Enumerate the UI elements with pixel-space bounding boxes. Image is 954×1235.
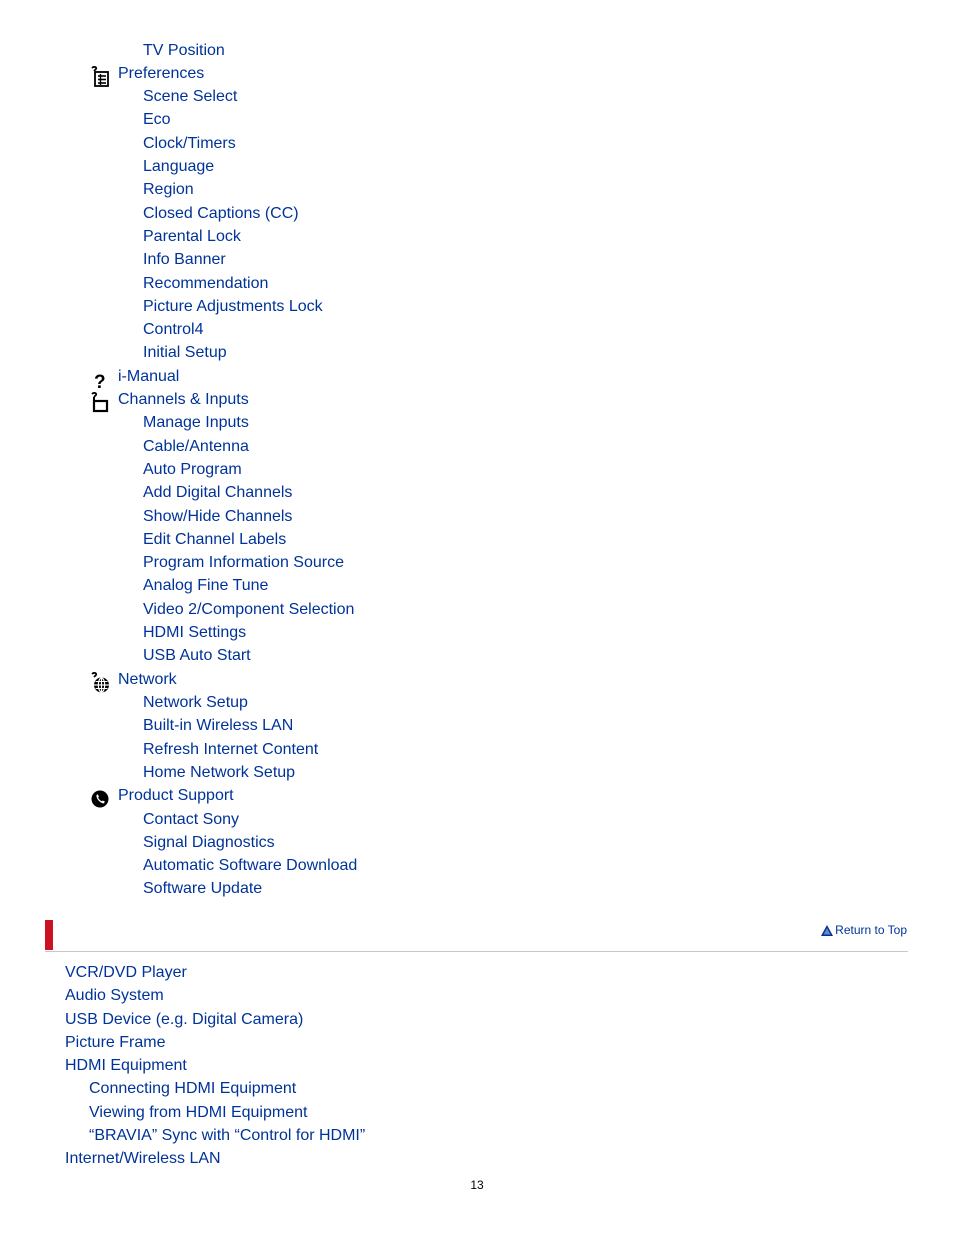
link-info-banner[interactable]: Info Banner [143, 251, 226, 268]
link-automatic-software-download[interactable]: Automatic Software Download [143, 857, 358, 874]
link-add-digital-channels[interactable]: Add Digital Channels [143, 484, 293, 501]
link-picture-adjustments-lock[interactable]: Picture Adjustments Lock [143, 298, 323, 315]
link-connecting-hdmi-equipment[interactable]: Connecting HDMI Equipment [89, 1080, 297, 1097]
link-usb-device[interactable]: USB Device (e.g. Digital Camera) [65, 1011, 304, 1028]
link-refresh-internet-content[interactable]: Refresh Internet Content [143, 741, 319, 758]
link-initial-setup[interactable]: Initial Setup [143, 344, 227, 361]
link-control4[interactable]: Control4 [143, 321, 204, 338]
link-clock-timers[interactable]: Clock/Timers [143, 135, 236, 152]
link-edit-channel-labels[interactable]: Edit Channel Labels [143, 531, 287, 548]
link-picture-frame[interactable]: Picture Frame [65, 1034, 166, 1051]
link-cable-antenna[interactable]: Cable/Antenna [143, 438, 249, 455]
link-signal-diagnostics[interactable]: Signal Diagnostics [143, 834, 275, 851]
network-globe-icon [89, 672, 111, 694]
link-tv-position[interactable]: TV Position [143, 42, 225, 59]
link-region[interactable]: Region [143, 181, 194, 198]
link-viewing-from-hdmi-equipment[interactable]: Viewing from HDMI Equipment [89, 1104, 308, 1121]
link-channels-inputs[interactable]: Channels & Inputs [118, 391, 249, 408]
link-parental-lock[interactable]: Parental Lock [143, 228, 241, 245]
svg-text:?: ? [94, 372, 106, 391]
section-divider [45, 951, 908, 952]
link-program-information-source[interactable]: Program Information Source [143, 554, 344, 571]
link-internet-wireless-lan[interactable]: Internet/Wireless LAN [65, 1150, 221, 1167]
link-network-setup[interactable]: Network Setup [143, 694, 248, 711]
link-manage-inputs[interactable]: Manage Inputs [143, 414, 249, 431]
link-network[interactable]: Network [118, 671, 177, 688]
link-software-update[interactable]: Software Update [143, 880, 263, 897]
return-to-top-link[interactable] [821, 922, 907, 938]
link-closed-captions[interactable]: Closed Captions (CC) [143, 205, 299, 222]
phone-icon [89, 788, 111, 810]
link-video2-component-selection[interactable]: Video 2/Component Selection [143, 601, 355, 618]
link-built-in-wireless-lan[interactable]: Built-in Wireless LAN [143, 717, 294, 734]
link-eco[interactable]: Eco [143, 111, 171, 128]
link-analog-fine-tune[interactable]: Analog Fine Tune [143, 577, 269, 594]
preferences-icon [89, 66, 111, 88]
link-vcr-dvd-player[interactable]: VCR/DVD Player [65, 964, 187, 981]
return-to-top-label[interactable]: Return to Top [835, 923, 907, 937]
section-accent-bar [45, 920, 53, 950]
link-home-network-setup[interactable]: Home Network Setup [143, 764, 296, 781]
link-i-manual[interactable]: i-Manual [118, 368, 180, 385]
link-product-support[interactable]: Product Support [118, 787, 234, 804]
link-language[interactable]: Language [143, 158, 215, 175]
link-hdmi-settings[interactable]: HDMI Settings [143, 624, 247, 641]
link-bravia-sync[interactable]: “BRAVIA” Sync with “Control for HDMI” [89, 1127, 366, 1144]
link-show-hide-channels[interactable]: Show/Hide Channels [143, 508, 293, 525]
link-usb-auto-start[interactable]: USB Auto Start [143, 647, 251, 664]
question-icon [89, 369, 111, 391]
link-preferences[interactable]: Preferences [118, 65, 205, 82]
link-scene-select[interactable]: Scene Select [143, 88, 238, 105]
link-contact-sony[interactable]: Contact Sony [143, 811, 240, 828]
link-audio-system[interactable]: Audio System [65, 987, 164, 1004]
channels-inputs-icon [89, 392, 111, 414]
page-number: 13 [470, 1178, 484, 1192]
link-recommendation[interactable]: Recommendation [143, 275, 269, 292]
link-hdmi-equipment[interactable]: HDMI Equipment [65, 1057, 187, 1074]
triangle-up-icon [821, 925, 833, 936]
link-auto-program[interactable]: Auto Program [143, 461, 242, 478]
